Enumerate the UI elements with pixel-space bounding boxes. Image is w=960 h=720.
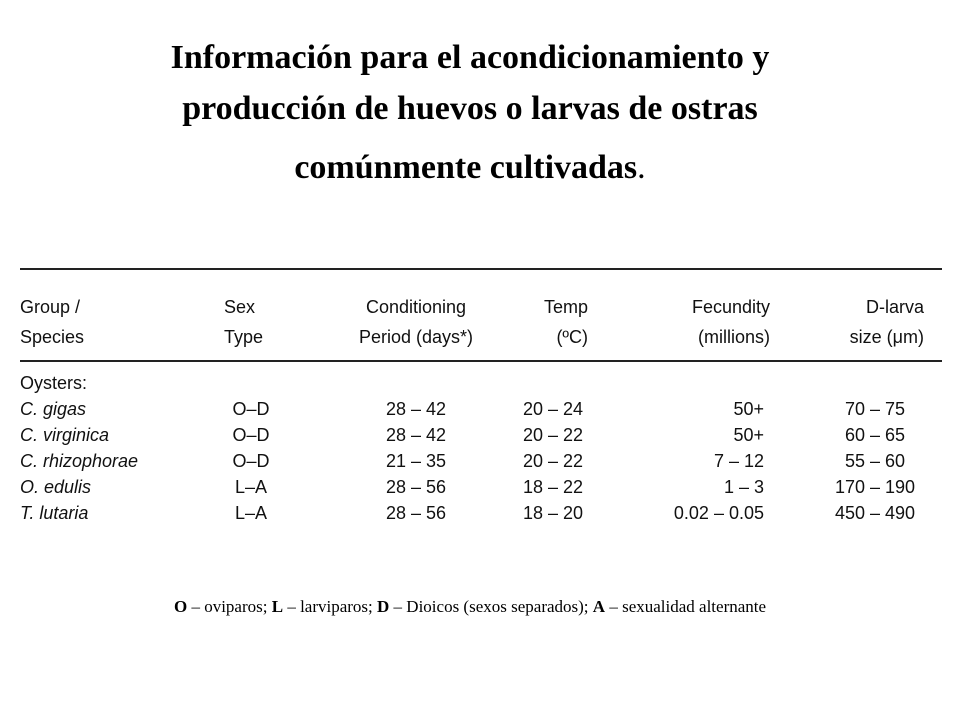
header-temp: [520, 292, 588, 352]
legend-text-d: – Dioicos (sexos separados);: [389, 597, 593, 616]
header-sex-line-2: Type: [224, 327, 264, 347]
species-cell: T. lutaria: [20, 502, 89, 523]
header-size-line-1: D-larva: [865, 297, 924, 317]
size-cell: 450 – 490: [834, 502, 916, 523]
sex-cell: L–A: [234, 476, 268, 497]
conditioning-cell: 28 – 56: [385, 476, 447, 497]
sex-cell: O–D: [232, 424, 270, 445]
sex-cell: O–D: [232, 398, 270, 419]
size-cell: 55 – 60: [844, 450, 906, 471]
size-cell: 60 – 65: [844, 424, 906, 445]
fecundity-cell: 50+: [733, 424, 764, 445]
table-row: [20, 396, 942, 422]
temp-cell: 18 – 22: [522, 476, 584, 497]
header-fecundity-line-1: Fecundity: [691, 297, 770, 317]
header-size: [808, 292, 924, 352]
group-row: [20, 370, 942, 396]
header-conditioning-line-2: Period (days*): [358, 327, 474, 347]
conditioning-cell: 21 – 35: [385, 450, 447, 471]
size-cell: 70 – 75: [844, 398, 906, 419]
table-header: [20, 270, 942, 360]
oyster-table: [20, 268, 942, 522]
title-line-1: Información para el acondicionamiento y: [170, 39, 770, 76]
header-temp-line-1: Temp: [543, 297, 588, 317]
table-row: [20, 448, 942, 474]
header-species: [20, 292, 84, 352]
title-line-3-text: comúnmente cultivadas: [294, 149, 638, 186]
table-body: [20, 362, 942, 522]
header-conditioning-line-1: Conditioning: [365, 297, 467, 317]
temp-cell: 20 – 22: [522, 424, 584, 445]
legend-text-a: – sexualidad alternante: [605, 597, 767, 616]
page-title: [0, 32, 940, 193]
legend-footnote: [0, 597, 940, 617]
temp-cell: 20 – 24: [522, 398, 584, 419]
temp-cell: 18 – 20: [522, 502, 584, 523]
conditioning-cell: 28 – 56: [385, 502, 447, 523]
conditioning-cell: 28 – 42: [385, 398, 447, 419]
header-species-line-1: Group /: [20, 297, 81, 317]
legend-text-o: – oviparos;: [187, 597, 272, 616]
table-row: [20, 422, 942, 448]
fecundity-cell: 0.02 – 0.05: [673, 502, 764, 523]
species-cell: C. gigas: [20, 398, 87, 419]
title-line-2: producción de huevos o larvas de ostras: [182, 90, 758, 127]
species-cell: O. edulis: [20, 476, 92, 497]
fecundity-cell: 50+: [733, 398, 764, 419]
group-label: Oysters:: [20, 372, 88, 393]
header-species-line-2: Species: [20, 327, 85, 347]
conditioning-cell: 28 – 42: [385, 424, 447, 445]
legend-key-o: O: [173, 597, 188, 616]
sex-cell: L–A: [234, 502, 268, 523]
header-conditioning: [336, 292, 496, 352]
fecundity-cell: 7 – 12: [713, 450, 764, 471]
sex-cell: O–D: [232, 450, 270, 471]
header-temp-line-2: (ºC): [556, 327, 588, 347]
title-line-3: [0, 142, 940, 193]
header-sex-line-1: Sex: [224, 297, 256, 317]
header-sex: [224, 292, 294, 352]
size-cell: 170 – 190: [834, 476, 916, 497]
species-cell: C. rhizophorae: [20, 450, 139, 471]
legend-text-l: – larviparos;: [283, 597, 378, 616]
legend-key-d: D: [377, 597, 390, 616]
temp-cell: 20 – 22: [522, 450, 584, 471]
header-fecundity: [646, 292, 770, 352]
header-size-line-2: size (μm): [849, 327, 924, 347]
legend-key-l: L: [271, 597, 284, 616]
legend-key-a: A: [592, 597, 606, 616]
title-period: .: [637, 149, 646, 186]
species-cell: C. virginica: [20, 424, 110, 445]
fecundity-cell: 1 – 3: [723, 476, 764, 497]
table-row: [20, 474, 942, 500]
table-row: [20, 500, 942, 526]
header-fecundity-line-2: (millions): [698, 327, 770, 347]
